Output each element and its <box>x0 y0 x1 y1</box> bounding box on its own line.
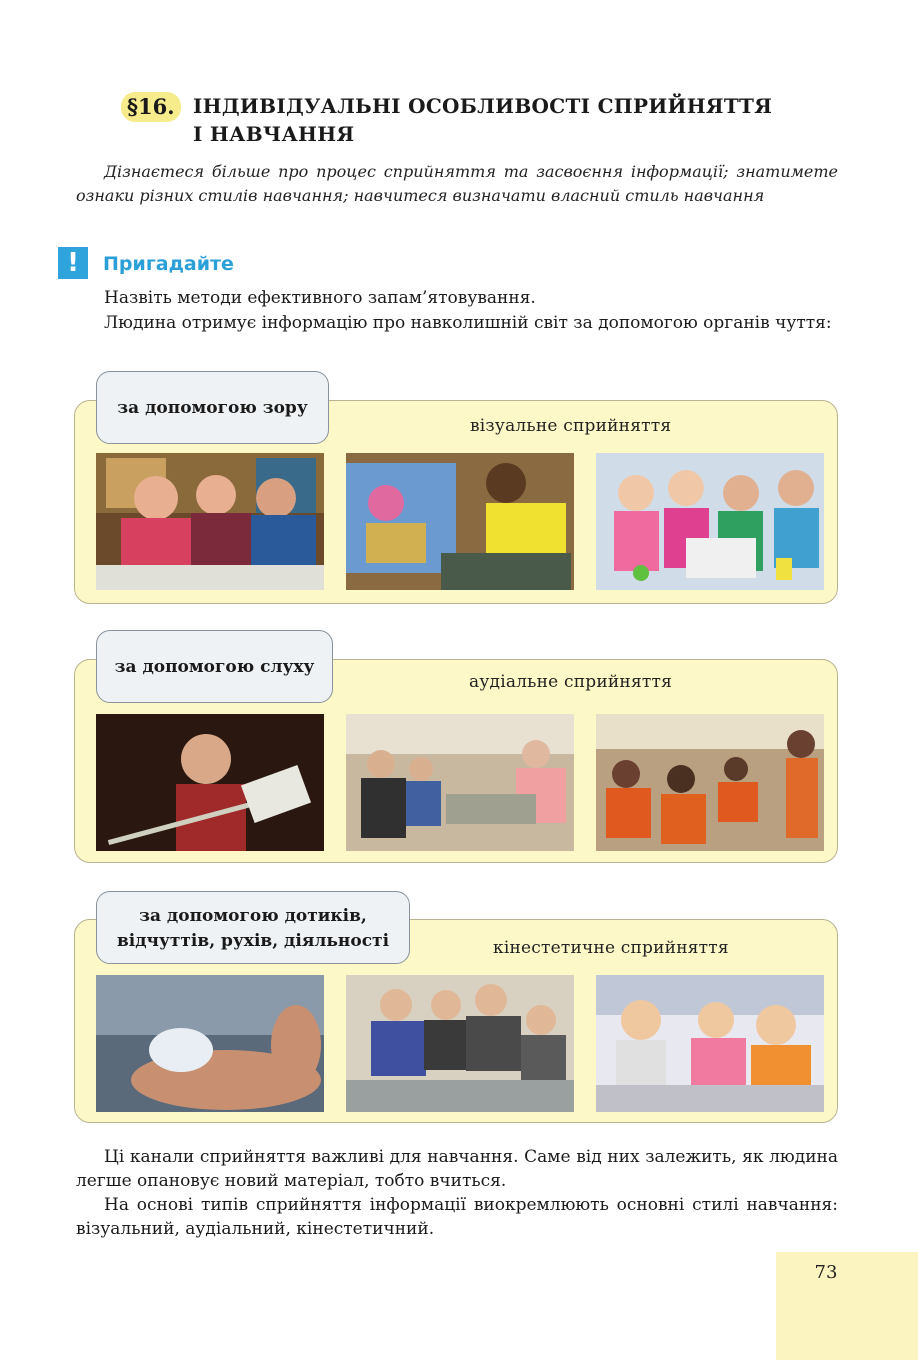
exclamation-icon: ! <box>58 247 88 279</box>
audial-perception-label: аудіальне сприйняття <box>469 672 673 692</box>
photo-classroom-listening <box>596 714 824 851</box>
section-number: §16. <box>121 92 181 122</box>
photo-girl-flute <box>96 714 324 851</box>
photo-language-lab <box>346 714 574 851</box>
section-title-line-1: ІНДИВІДУАЛЬНІ ОСОБЛИВОСТІ СПРИЙНЯТТЯ <box>193 94 773 118</box>
photo-hand-ice <box>96 975 324 1112</box>
page-number: 73 <box>814 1262 838 1283</box>
visual-perception-label: візуальне сприйняття <box>470 416 672 436</box>
kinesthetic-tab-line-2: відчуттів, рухів, діяльності <box>116 931 390 951</box>
conclusion-paragraph-1: Ці канали сприйняття важливі для навчання. Саме від них залежить, як людина легше опановує новий матеріал, тобто вчиться. <box>76 1147 838 1191</box>
recall-text: Людина отримує інформацію про навколишній світ за допомогою органів чуття: <box>104 313 832 333</box>
visual-channel-tab: за допомогою зору <box>96 371 329 444</box>
photo-kids-laptop <box>596 453 824 590</box>
audial-channel-tab: за допомогою слуху <box>96 630 333 703</box>
section-title-line-2: І НАВЧАННЯ <box>193 122 355 146</box>
recall-heading: Пригадайте <box>103 253 234 275</box>
photo-boys-model <box>346 975 574 1112</box>
photo-kids-activity <box>596 975 824 1112</box>
kinesthetic-channel-tab <box>96 891 410 964</box>
section-intro: Дізнаєтеся більше про процес сприйняття та засвоєння інформації; знатимете ознаки різних стилів навчання; навчитеся визначати власний стиль навчання <box>76 162 838 205</box>
photo-girl-painting <box>346 453 574 590</box>
recall-question: Назвіть методи ефективного запам’ятовування. <box>104 288 536 308</box>
photo-kids-reading <box>96 453 324 590</box>
kinesthetic-perception-label: кінестетичне сприйняття <box>493 938 729 958</box>
kinesthetic-tab-line-1: за допомогою дотиків, <box>139 906 367 926</box>
section-title <box>193 92 833 148</box>
conclusion-paragraph-2: На основі типів сприйняття інформації виокремлюють основні стилі навчання: візуальний, аудіальний, кінестетичний. <box>76 1195 838 1239</box>
